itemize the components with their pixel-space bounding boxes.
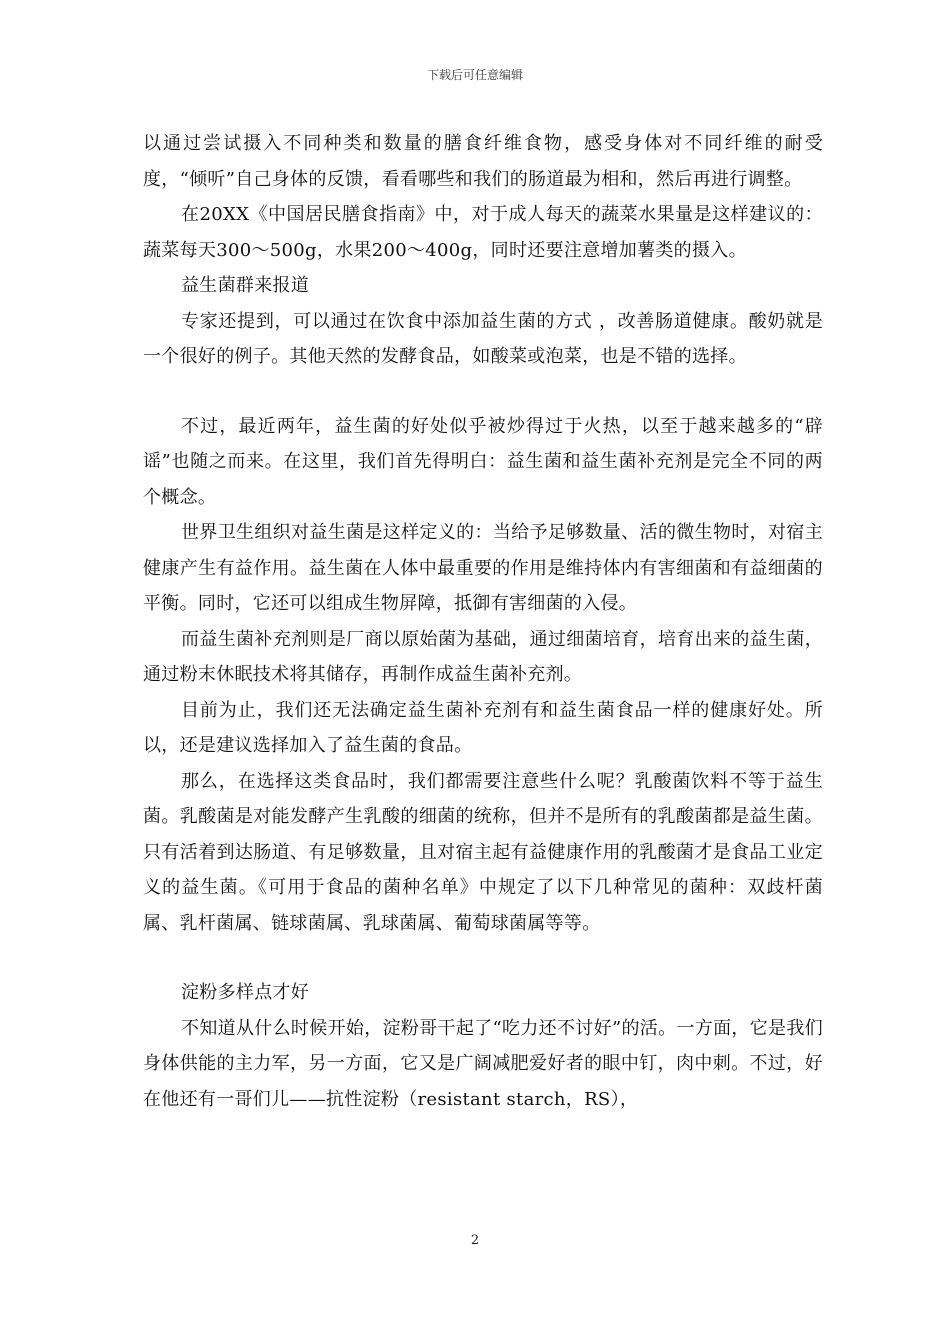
section-heading-starch: 淀粉多样点才好 xyxy=(181,982,310,1003)
document-body xyxy=(143,126,823,1117)
paragraph-lactic-acid-bacteria: 那么，在选择这类食品时，我们都需要注意些什么呢？乳酸菌饮料不等于益生菌。乳酸菌是对能发酵产生乳酸的细菌的统称，但并不是所有的乳酸菌都是益生菌。只有活着到达肠道、有足够数量，且对宿主起有益健康作用的乳酸菌才是食品工业定义的益生菌。《可用于食品的菌种名单》中规定了以下几种常见的菌种：双歧杆菌属、乳杆菌属、链球菌属、乳球菌属、葡萄球菌属等等。 xyxy=(143,770,823,934)
paragraph-fiber-tolerance: 以通过尝试摄入不同种类和数量的膳食纤维食物，感受身体对不同纤维的耐受度，“倾听”自己身体的反馈，看看哪些和我们的肠道最为相和，然后再进行调整。 xyxy=(143,133,823,190)
paragraph-dietary-guidelines: 在20XX《中国居民膳食指南》中，对于成人每天的蔬菜水果量是这样建议的：蔬菜每天300～500g，水果200～400g，同时还要注意增加薯类的摄入。 xyxy=(143,204,823,261)
section-heading-probiotics: 益生菌群来报道 xyxy=(181,275,310,296)
paragraph-recommendation: 目前为止，我们还无法确定益生菌补充剂有和益生菌食品一样的健康好处。所以，还是建议选择加入了益生菌的食品。 xyxy=(143,699,823,756)
paragraph-add-probiotics: 专家还提到，可以通过在饮食中添加益生菌的方式 ，改善肠道健康。酸奶就是一个很好的例子。其他天然的发酵食品，如酸菜或泡菜，也是不错的选择。 xyxy=(143,310,823,367)
page-header-note: 下载后可任意编辑 xyxy=(426,68,523,82)
page-number: 2 xyxy=(470,1233,480,1248)
paragraph-probiotic-rumors: 不过，最近两年，益生菌的好处似乎被炒得过于火热，以至于越来越多的“辟谣”也随之而来。在这里，我们首先得明白：益生菌和益生菌补充剂是完全不同的两个概念。 xyxy=(143,415,823,508)
paragraph-resistant-starch: 不知道从什么时候开始，淀粉哥干起了“吃力还不讨好”的活。一方面，它是我们身体供能的主力军，另一方面，它又是广阔减肥爱好者的眼中钉，肉中刺。不过，好在他还有一哥们儿——抗性淀粉（resistant starch，RS）， xyxy=(143,1017,823,1110)
paragraph-who-definition: 世界卫生组织对益生菌是这样定义的：当给予足够数量、活的微生物时，对宿主健康产生有益作用。益生菌在人体中最重要的作用是维持体内有害细菌和有益细菌的平衡。同时，它还可以组成生物屏障，抵御有害细菌的入侵。 xyxy=(143,522,823,614)
paragraph-supplements: 而益生菌补充剂则是厂商以原始菌为基础，通过细菌培育，培育出来的益生菌，通过粉末休眠技术将其储存，再制作成益生菌补充剂。 xyxy=(143,628,823,685)
